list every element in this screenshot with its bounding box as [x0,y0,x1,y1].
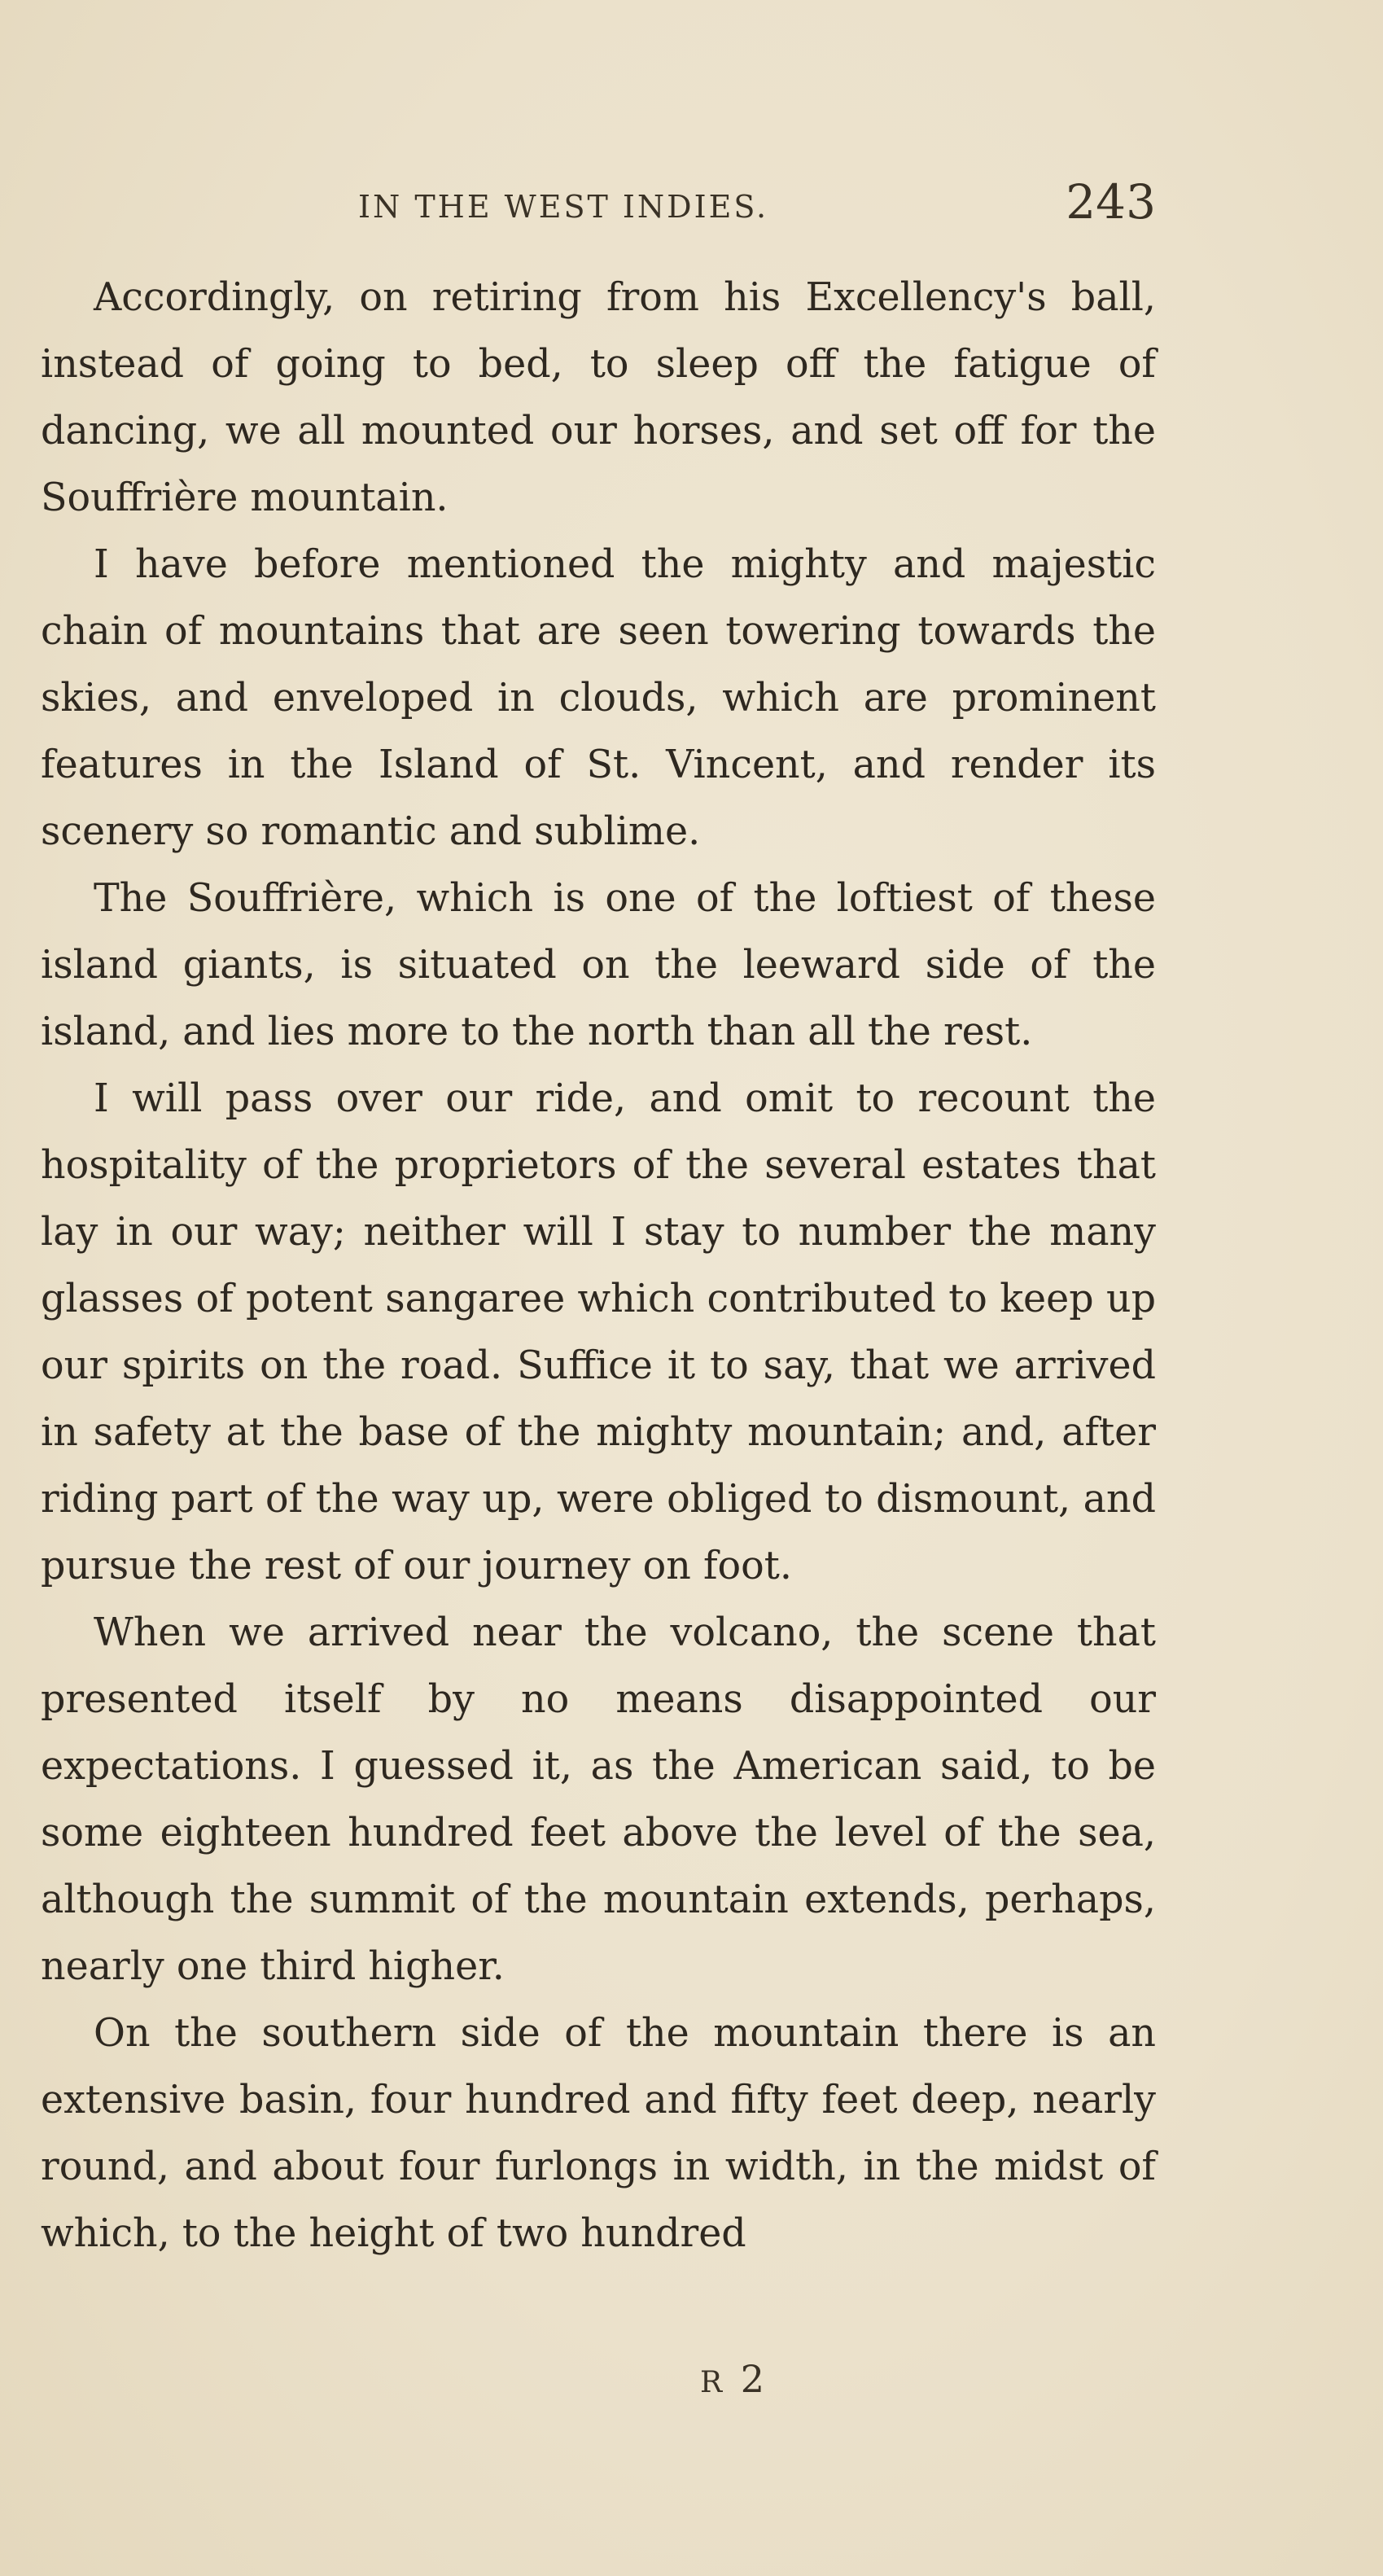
body-text [41,265,1156,2267]
paragraph-3: The Souffrière, which is one of the loftiest of these island giants, is situated on the leeward side of the island, and lies more to the north than all the rest. [41,876,1156,1054]
paragraph-2: I have before mentioned the mighty and majestic chain of mountains that are seen towering towards the skies, and enveloped in clouds, which are prominent features in the Island of St. Vincent, and render its scenery so romantic and sublime. [41,542,1156,854]
running-head: IN THE WEST INDIES. [358,189,769,225]
signature-mark [700,2357,768,2401]
page-number: 243 [1066,174,1156,230]
paragraph-6: On the southern side of the mountain there is an extensive basin, four hundred and fifty feet deep, nearly round, and about four furlongs in width, in the midst of which, to the height of two hundred [41,2011,1156,2256]
paragraph-1: Accordingly, on retiring from his Excellency's ball, instead of going to bed, to sleep off the fatigue of dancing, we all mounted our horses, and set off for the Souffrière mountain. [41,275,1156,520]
page-header [81,174,1156,239]
signature-number: 2 [740,2357,768,2401]
paragraph-4: I will pass over our ride, and omit to recount the hospitality of the proprietors of the several estates that lay in our way; neither will I stay to number the many glasses of potent sangaree which contributed to keep up our spirits on the road. Suffice it to say, that we arrived in safety at the base of the mighty mountain; and, after riding part of the way up, were obliged to dismount, and pursue the rest of our journey on foot. [41,1076,1156,1588]
paragraph-5: When we arrived near the volcano, the scene that presented itself by no means disappointed our expectations. I guessed it, as the American said, to be some eighteen hundred feet above the level of the sea, although the summit of the mountain extends, perhaps, nearly one third higher. [41,1610,1156,1989]
signature-letter: R [700,2366,726,2399]
